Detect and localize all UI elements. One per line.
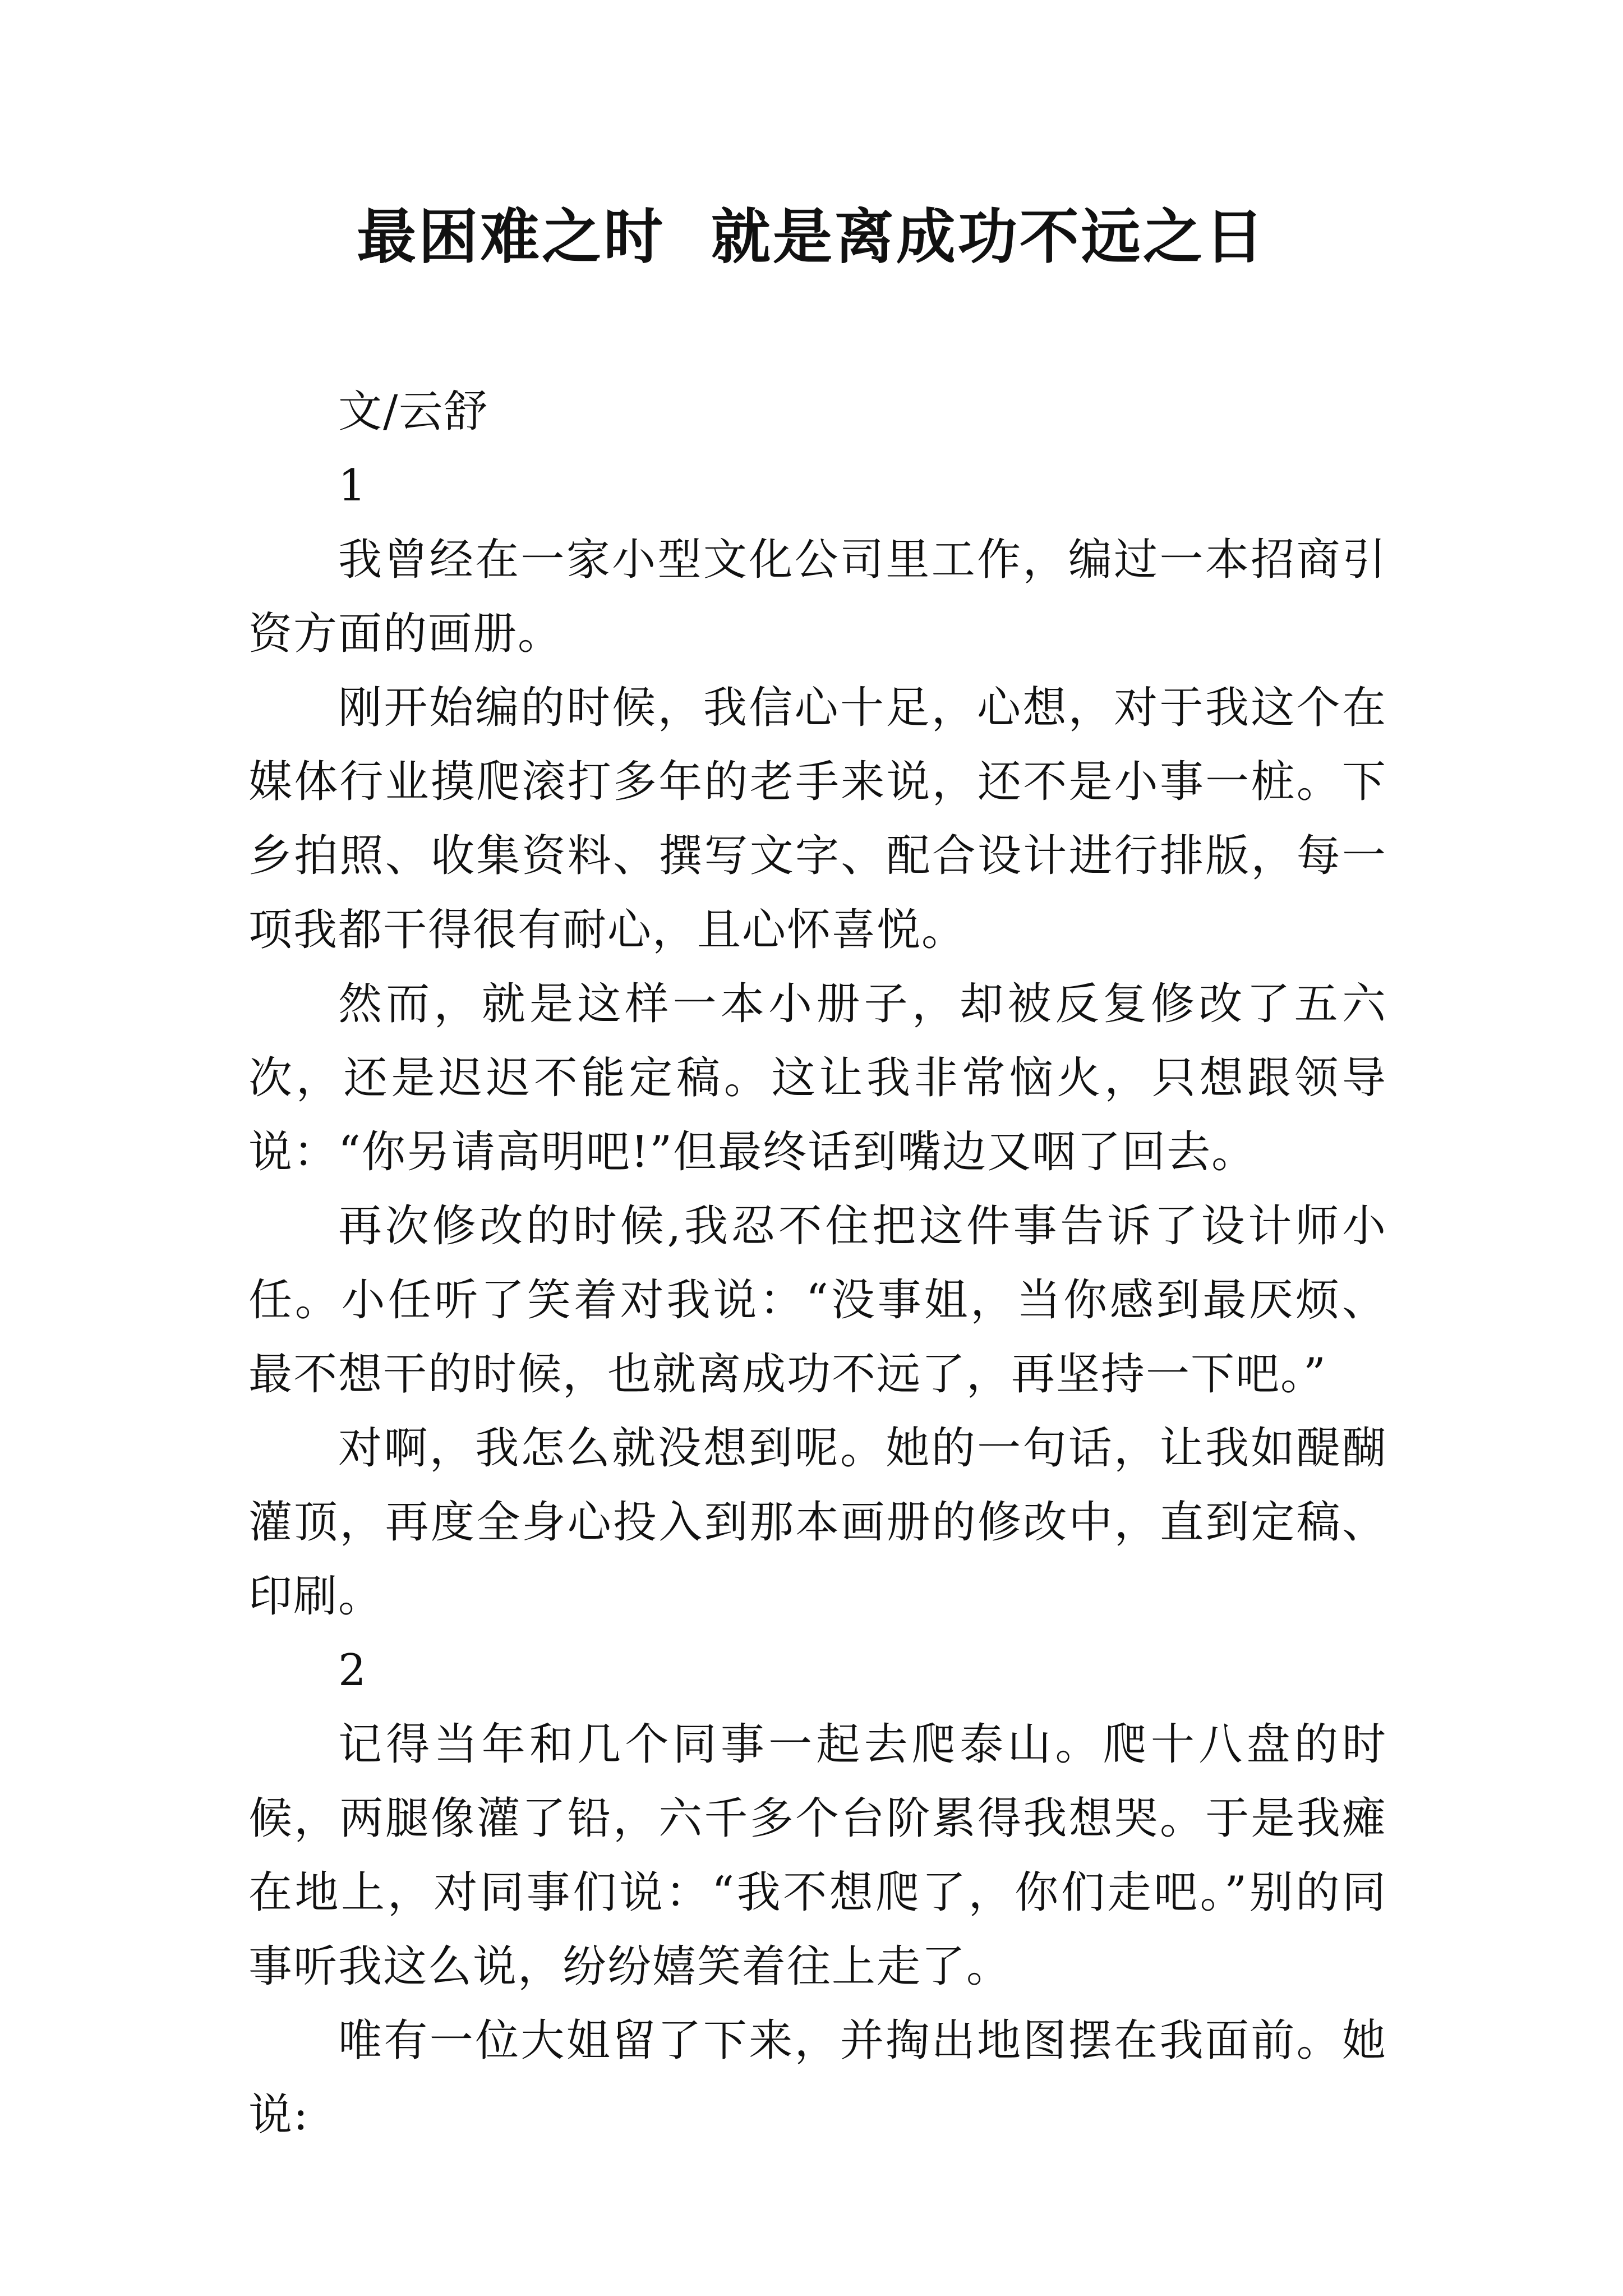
section-number: 2 bbox=[338, 1645, 367, 1696]
paragraph: 对啊，我怎么就没想到呢。她的一句话，让我如醍醐灌顶，再度全身心投入到那本画册的修改中，直到定稿、印刷。 bbox=[248, 1423, 1387, 1622]
paragraph: 记得当年和几个同事一起去爬泰山。爬十八盘的时候，两腿像灌了铅，六千多个台阶累得我想哭。于是我瘫在地上，对同事们说：“我不想爬了，你们走吧。”别的同事听我这么说，纷纷嬉笑着往上走了。 bbox=[248, 1719, 1387, 1992]
paragraph: 刚开始编的时候，我信心十足，心想，对于我这个在媒体行业摸爬滚打多年的老手来说，还不是小事一桩。下乡拍照、收集资料、撰写文字、配合设计进行排版，每一项我都干得很有耐心，且心怀喜悦。 bbox=[248, 683, 1387, 955]
document-title: 最困难之时 就是离成功不远之日 bbox=[357, 201, 1266, 272]
section-number: 1 bbox=[338, 461, 367, 511]
document-body bbox=[248, 375, 1387, 2152]
author-line: 文/云舒 bbox=[338, 386, 489, 437]
paragraph: 唯有一位大姐留了下来，并掏出地图摆在我面前。她说: bbox=[248, 2016, 1387, 2140]
paragraph: 我曾经在一家小型文化公司里工作，编过一本招商引资方面的画册。 bbox=[248, 535, 1387, 659]
paragraph: 然而，就是这样一本小册子，却被反复修改了五六次，还是迟迟不能定稿。这让我非常恼火，只想跟领导说：“你另请高明吧!”但最终话到嘴边又咽了回去。 bbox=[248, 979, 1387, 1177]
paragraph: 再次修改的时候,我忍不住把这件事告诉了设计师小任。小任听了笑着对我说：“没事姐，当你感到最厌烦、最不想干的时候，也就离成功不远了，再坚持一下吧。” bbox=[248, 1201, 1387, 1400]
